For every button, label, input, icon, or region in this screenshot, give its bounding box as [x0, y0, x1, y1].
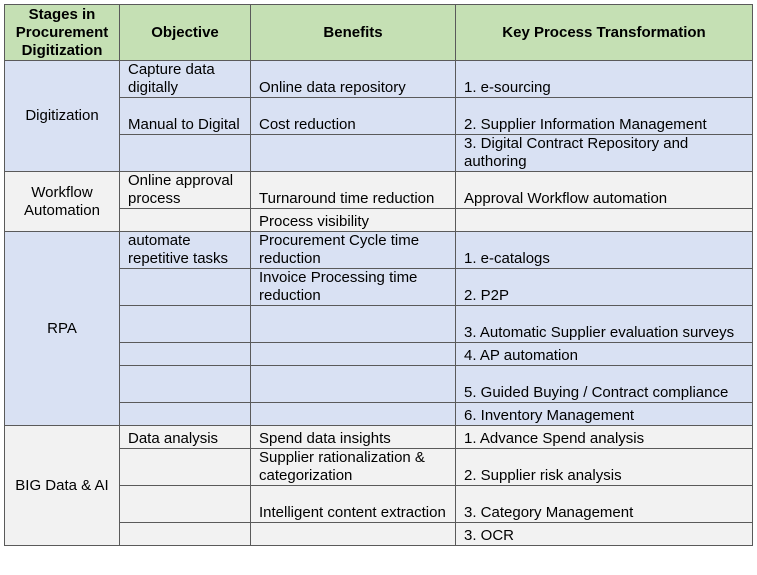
benefit-cell: Spend data insights — [251, 426, 456, 449]
table-row — [5, 426, 753, 449]
objective-cell — [120, 486, 251, 523]
objective-cell — [120, 209, 251, 232]
benefit-cell — [251, 343, 456, 366]
objective-cell: Data analysis — [120, 426, 251, 449]
objective-cell — [120, 269, 251, 306]
benefit-cell: Supplier rationalization & categorization — [251, 449, 456, 486]
benefit-cell: Process visibility — [251, 209, 456, 232]
objective-cell: Online approval process — [120, 172, 251, 209]
objective-cell: Capture data digitally — [120, 61, 251, 98]
benefit-cell: Turnaround time reduction — [251, 172, 456, 209]
procurement-digitization-table — [4, 4, 753, 546]
kpt-cell: 6. Inventory Management — [456, 403, 753, 426]
benefit-cell — [251, 306, 456, 343]
benefit-cell — [251, 523, 456, 546]
benefit-cell: Procurement Cycle time reduction — [251, 232, 456, 269]
benefit-cell — [251, 135, 456, 172]
benefit-cell — [251, 366, 456, 403]
objective-cell — [120, 403, 251, 426]
kpt-cell: 2. Supplier risk analysis — [456, 449, 753, 486]
stage-cell: BIG Data & AI — [5, 426, 120, 546]
objective-cell: Manual to Digital — [120, 98, 251, 135]
kpt-cell: 1. e-sourcing — [456, 61, 753, 98]
table-row — [5, 61, 753, 98]
header-key-process-transformation: Key Process Transformation — [456, 5, 753, 61]
stage-cell: RPA — [5, 232, 120, 426]
kpt-cell: Approval Workflow automation — [456, 172, 753, 209]
header-stage: Stages in Procurement Digitization — [5, 5, 120, 61]
kpt-cell: 1. Advance Spend analysis — [456, 426, 753, 449]
objective-cell — [120, 523, 251, 546]
kpt-cell — [456, 209, 753, 232]
kpt-cell: 2. Supplier Information Management — [456, 98, 753, 135]
kpt-cell: 4. AP automation — [456, 343, 753, 366]
benefit-cell: Cost reduction — [251, 98, 456, 135]
kpt-cell: 2. P2P — [456, 269, 753, 306]
kpt-cell: 3. Automatic Supplier evaluation surveys — [456, 306, 753, 343]
benefit-cell: Intelligent content extraction — [251, 486, 456, 523]
objective-cell — [120, 343, 251, 366]
header-benefits: Benefits — [251, 5, 456, 61]
stage-cell: Digitization — [5, 61, 120, 172]
table-row — [5, 232, 753, 269]
objective-cell — [120, 306, 251, 343]
objective-cell — [120, 135, 251, 172]
header-objective: Objective — [120, 5, 251, 61]
header-row — [5, 5, 753, 61]
benefit-cell: Online data repository — [251, 61, 456, 98]
stage-cell: Workflow Automation — [5, 172, 120, 232]
kpt-cell: 5. Guided Buying / Contract compliance — [456, 366, 753, 403]
benefit-cell: Invoice Processing time reduction — [251, 269, 456, 306]
kpt-cell: 3. Digital Contract Repository and authoring — [456, 135, 753, 172]
table-row — [5, 172, 753, 209]
kpt-cell: 3. Category Management — [456, 486, 753, 523]
benefit-cell — [251, 403, 456, 426]
kpt-cell: 3. OCR — [456, 523, 753, 546]
objective-cell — [120, 449, 251, 486]
kpt-cell: 1. e-catalogs — [456, 232, 753, 269]
objective-cell — [120, 366, 251, 403]
objective-cell: automate repetitive tasks — [120, 232, 251, 269]
